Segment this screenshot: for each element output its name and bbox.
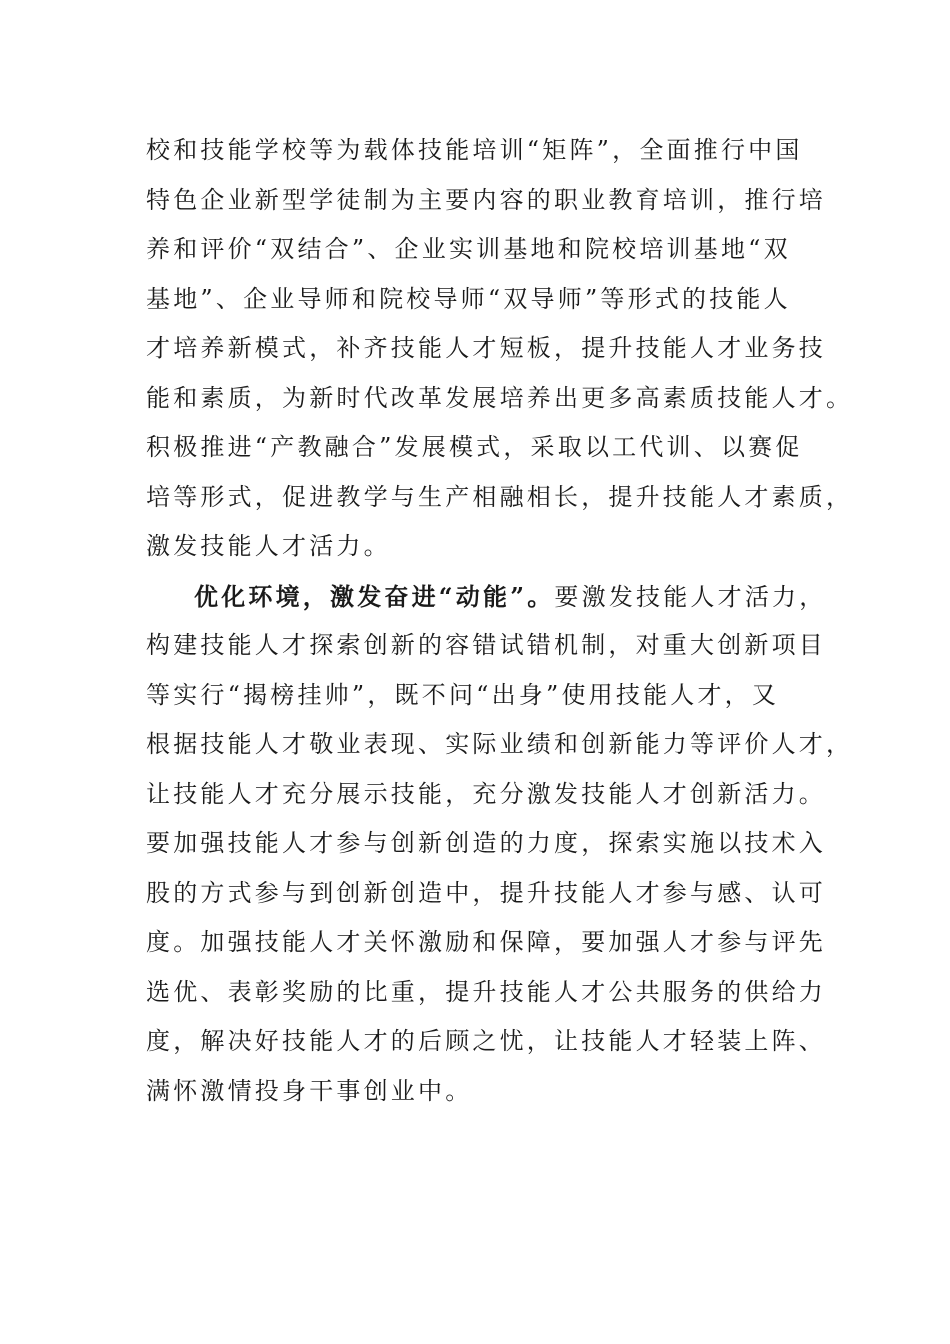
text-line: 满怀激情投身干事创业中。 bbox=[146, 1076, 473, 1105]
text-line: 养和评价“双结合”、企业实训基地和院校培训基地“双 bbox=[146, 235, 791, 263]
text-line: 激发技能人才活力。 bbox=[146, 532, 391, 560]
text-line: 特色企业新型学徒制为主要内容的职业教育培训，推行培 bbox=[146, 185, 826, 214]
text-line: 股的方式参与到创新创造中，提升技能人才参与感、认可 bbox=[146, 878, 826, 907]
text-line: 积极推进“产教融合”发展模式，采取以工代训、以赛促 bbox=[146, 433, 803, 461]
text-line: 基地”、企业导师和院校导师“双导师”等形式的技能人 bbox=[146, 284, 791, 313]
text-line: 才培养新模式，补齐技能人才短板，提升技能人才业务技 bbox=[146, 334, 826, 362]
text-run: 要激发技能人才活力， bbox=[554, 582, 827, 611]
paragraph-2 bbox=[146, 572, 854, 1117]
section-heading: 优化环境，激发奋进“动能”。 bbox=[194, 581, 555, 611]
text-line: 度，解决好技能人才的后顾之忧，让技能人才轻装上阵、 bbox=[146, 1027, 826, 1055]
text-line: 培等形式，促进教学与生产相融相长，提升技能人才素质， bbox=[146, 482, 854, 511]
text-line: 根据技能人才敬业表现、实际业绩和创新能力等评价人才， bbox=[146, 730, 854, 758]
text-line: 要加强技能人才参与创新创造的力度，探索实施以技术入 bbox=[146, 829, 826, 857]
text-line: 能和素质，为新时代改革发展培养出更多高素质技能人才。 bbox=[146, 383, 854, 412]
paragraph-1 bbox=[146, 126, 854, 572]
document-body bbox=[146, 126, 854, 1116]
text-line: 度。加强技能人才关怀激励和保障，要加强人才参与评先 bbox=[146, 928, 826, 956]
text-line: 让技能人才充分展示技能，充分激发技能人才创新活力。 bbox=[146, 779, 826, 808]
text-line: 构建技能人才探索创新的容错试错机制，对重大创新项目 bbox=[146, 631, 826, 659]
text-line: 校和技能学校等为载体技能培训“矩阵”，全面推行中国 bbox=[146, 136, 803, 164]
text-line: 选优、表彰奖励的比重，提升技能人才公共服务的供给力 bbox=[146, 977, 826, 1006]
paragraph-2-first-line bbox=[146, 572, 826, 622]
text-line: 等实行“揭榜挂帅”，既不问“出身”使用技能人才，又 bbox=[146, 680, 780, 709]
